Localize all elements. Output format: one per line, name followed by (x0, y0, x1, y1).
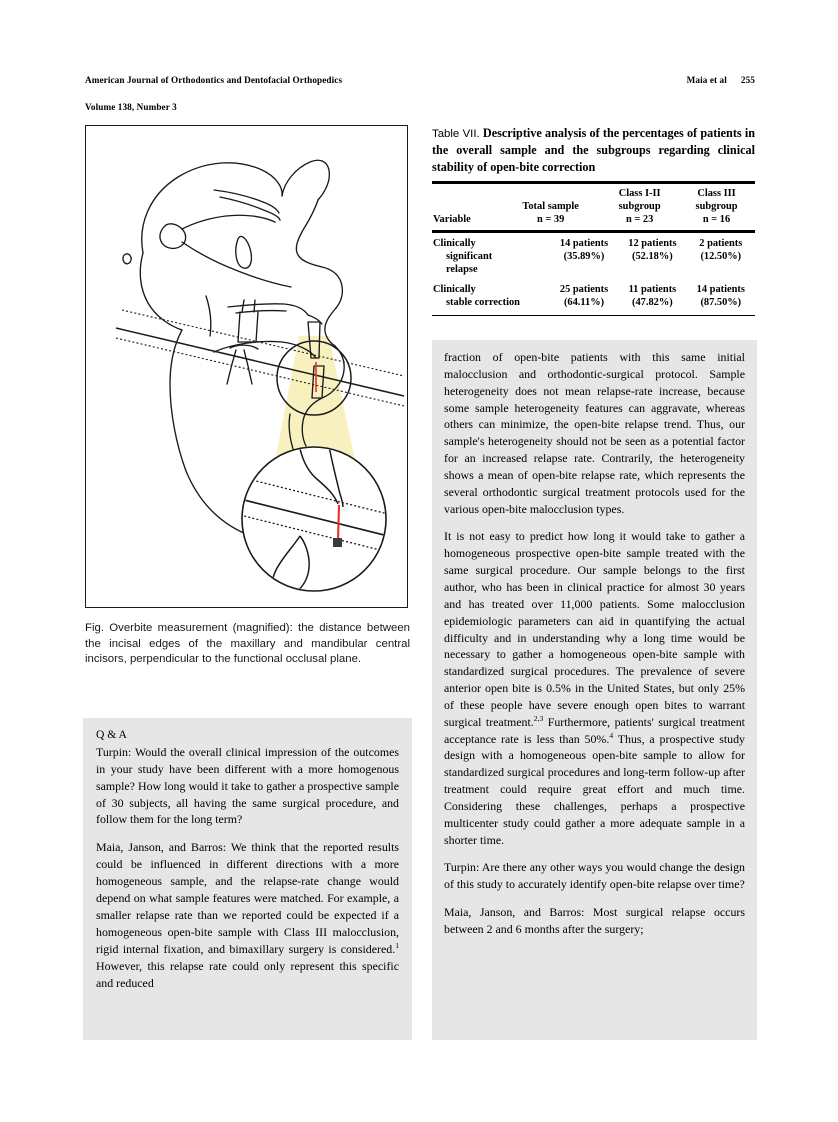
table-body (432, 233, 755, 312)
row2-variable-line1: Clinically (433, 283, 476, 295)
row-variable-relapse (432, 233, 550, 279)
orbital-floor-path (220, 197, 280, 220)
row2-class3-count: 14 patients (696, 283, 745, 295)
column-header-class3-title: Class III (697, 187, 736, 199)
column-header-class3-sub: subgroup (695, 200, 738, 212)
overbite-measure-line-large (338, 505, 339, 542)
column-header-class12-title: Class I-II (618, 187, 661, 199)
row2-variable-line2: stable correction (446, 297, 520, 309)
cranial-vault-path (142, 163, 282, 253)
row1-class3-pct: (12.50%) (700, 251, 742, 263)
row2-total-count: 25 patients (559, 283, 609, 295)
row2-total-pct: (64.11%) (563, 297, 605, 309)
orbital-rim-path (214, 190, 279, 213)
column-header-class12-n: n = 23 (625, 214, 654, 226)
row2-total-cell (550, 279, 618, 312)
frontal-bone-path (282, 160, 329, 200)
ramus-posterior-path (170, 330, 186, 471)
body-reference-4: 4 (609, 730, 614, 740)
column-header-total-n: n = 39 (536, 214, 565, 226)
cephalometric-tracing-svg (86, 126, 406, 606)
right-column (432, 125, 755, 316)
row1-class12-pct: (52.18%) (632, 251, 673, 263)
running-head (85, 60, 755, 128)
row1-variable-line3: relapse (446, 264, 478, 276)
occlusal-plane-dotted-upper (122, 310, 404, 376)
magnified-detail-group (236, 444, 396, 594)
body-paragraph-2 (444, 528, 745, 848)
table-label-prefix: Table (432, 128, 460, 140)
qa-answer-paragraph (96, 839, 399, 991)
row1-total-count: 14 patients (559, 237, 609, 249)
table-vii-body (432, 233, 755, 312)
running-head-authors: Maia et al (686, 74, 727, 85)
row1-class3-cell (687, 233, 755, 279)
column-header-class3 (678, 187, 755, 230)
functional-occlusal-plane-solid (116, 328, 404, 396)
porion-marker-path (123, 254, 131, 264)
column-header-class12-sub: subgroup (618, 200, 661, 212)
anterior-cranial-floor-path (182, 215, 275, 229)
row1-variable-line1: Clinically (433, 237, 476, 249)
maxilla-palate-path (236, 311, 286, 313)
qa-panel (83, 718, 412, 1040)
column-header-class12 (601, 187, 678, 230)
incisal-edge-marker (333, 538, 342, 547)
row2-class3-pct: (87.50%) (700, 297, 742, 309)
running-head-authors-page (672, 60, 755, 101)
body-paragraph-2-part2: Furthermore, patients' surgical treatment acceptance rate is less than 50%. (444, 714, 745, 746)
journal-volume: Volume 138, Number 3 (85, 101, 177, 112)
row2-class12-cell (618, 279, 686, 312)
row1-class12-cell (618, 233, 686, 279)
nose-profile-path (296, 200, 322, 267)
table-row (432, 279, 755, 312)
row1-class3-count: 2 patients (699, 237, 743, 249)
table-bottom-rule (432, 315, 755, 317)
table-vii (432, 187, 755, 230)
nasal-tip-path (322, 267, 342, 308)
body-paragraph-1: fraction of open-bite patients with this same initial malocclusion and orthodontic-surgical protocol. Sample heterogeneity does not mean relapse-rate increase, because some sample heterogeneity features can aggravate, whereas others can minimize, the open-bite relapse trend. Thus, our sample's heterogeneity should not be seen as a potential factor for an increased relapse rate. Contrarily, the heterogeneity shows a mean of open-bite relapse rate, which represents the several orthodontic surgical treatment protocols used for the various open-bite malocclusion types. (444, 350, 745, 516)
row1-variable-line2: significant (446, 251, 493, 263)
qa-question-paragraph: Turpin: Would the overall clinical impression of the outcomes in your study have been different with a more homogenous sample? How long would it take to gather a prospective sample of 30 subjects, all having the same surgical procedure, and follow them for the long term? (96, 744, 399, 827)
magnifier-circle-large (242, 447, 386, 591)
left-column (85, 125, 410, 668)
figure-caption: Fig. Overbite measurement (magnified): the distance between the incisal edges of the maxillary and mandibular central incisors, perpendicular to the functional occlusal plane. (85, 622, 410, 666)
cranial-base-line-path (182, 242, 291, 287)
column-header-total (500, 187, 601, 230)
occlusal-plane-group (116, 310, 404, 406)
page-number: 255 (740, 74, 755, 85)
body-reference-23: 2,3 (533, 713, 544, 723)
body-paragraph-4-answer: Maia, Janson, and Barros: Most surgical relapse occurs between 2 and 6 months after the surgery; (444, 905, 745, 936)
journal-title: American Journal of Orthodontics and Dentofacial Orthopedics (85, 74, 343, 85)
column-header-class3-n: n = 16 (702, 214, 731, 226)
qa-answer-reference: 1 (395, 940, 399, 950)
column-header-total-title: Total sample (522, 200, 579, 212)
table-label-number: VII. (462, 128, 480, 140)
qa-answer-text: Maia, Janson, and Barros: We think that the reported results could be influenced in different directions with a more homogeneous sample, and the relapse-rate change would depend on what sample features were matched. For example, a smaller relapse rate than we reported could be expected if a homogeneous open-bite sample with Class III malocclusion, rigid internal fixation, and bimaxillary surgery is considered. (96, 840, 399, 956)
figure-image-box (85, 125, 408, 608)
occlusal-plane-dotted-lower (116, 338, 404, 406)
row1-total-cell (550, 233, 618, 279)
row1-class12-count: 12 patients (628, 237, 677, 249)
sella-turcica-path (160, 224, 186, 249)
occiput-path (140, 253, 182, 330)
row1-total-pct: (35.89%) (563, 251, 605, 263)
table-label (432, 128, 480, 140)
table-top-rule (432, 181, 755, 183)
qa-heading: Q & A (96, 728, 127, 741)
body-paragraph-3-question: Turpin: Are there any other ways you would change the design of this study to accurately identify open-bite relapse over time? (444, 860, 745, 892)
pterygomaxillary-path (236, 236, 252, 268)
row2-class12-count: 11 patients (628, 283, 677, 295)
mandible-body-path (186, 471, 246, 534)
qa-answer-tail: However, this relapse rate could only represent this specific and reduced (96, 958, 399, 990)
body-paragraph-2-part3: Thus, a prospective study design with a homogeneous open-bite sample to allow for standardized surgical procedures and long-term follow-up after treatment could require great effort and much time. Considering these challenges, perhaps a prospective multicenter study could gather a more adequate sample in a shorter time. (444, 731, 745, 847)
table-caption-text: Descriptive analysis of the percentages of patients in the overall sample and the subgroups regarding clinical stability of open-bite correction (432, 126, 756, 174)
table-caption (432, 125, 755, 175)
body-paragraph-2-part1: It is not easy to predict how long it would take to gather a homogeneous prospective open-bite sample treated with the same surgical procedure. Our sample belongs to the first author, who has been in clinical practice for almost 30 years and has treated over 11,000 patients. Some malocclusion epidemiologic parameters can aid in quantifying the actual difficulty and in understanding why a long time would be necessary to gather a homogeneous open-bite sample with standardized surgical procedures. The prevalence of severe anterior open bite is 0.5% in the United States, but only 25% of these people have severe enough open bites to warrant surgical treatment. (444, 529, 745, 729)
table-head (432, 187, 755, 230)
row2-class3-cell (687, 279, 755, 312)
row2-class12-pct: (47.82%) (632, 297, 673, 309)
running-head-journal (85, 60, 342, 128)
table-row (432, 233, 755, 279)
body-text-panel (432, 340, 757, 1040)
table-header-row (432, 187, 755, 230)
row-variable-stable (432, 279, 550, 312)
column-header-variable: Variable (433, 214, 471, 226)
